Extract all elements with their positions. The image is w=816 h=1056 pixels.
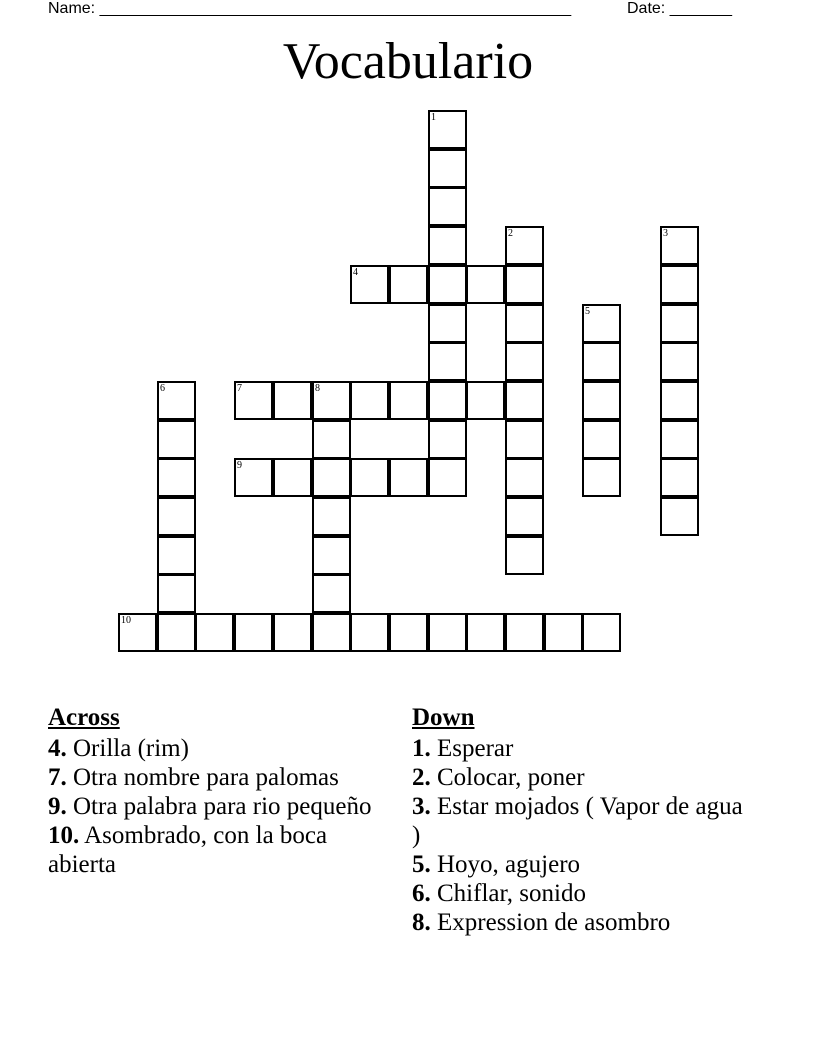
clue-text: Esperar (437, 735, 514, 762)
crossword-cell[interactable] (350, 381, 389, 420)
crossword-cell[interactable] (582, 342, 621, 381)
crossword-cell[interactable] (505, 420, 544, 459)
clue-text: Chiflar, sonido (437, 880, 586, 907)
clue-number: 9. (48, 793, 67, 820)
clue-number: 7. (48, 764, 67, 791)
crossword-cell[interactable] (389, 265, 428, 304)
crossword-cell[interactable] (660, 304, 699, 343)
clue-number: 4. (48, 735, 67, 762)
crossword-cell[interactable] (428, 226, 467, 265)
clue-text: Colocar, poner (437, 764, 585, 791)
clue-down-2 (412, 763, 752, 792)
crossword-cell[interactable] (273, 381, 312, 420)
crossword-cell[interactable] (157, 574, 196, 613)
crossword-cell[interactable] (428, 613, 467, 652)
clue-text: Estar mojados ( Vapor de agua ) (412, 793, 743, 849)
date-field-label: Date: _______ (627, 0, 732, 17)
crossword-cell[interactable] (660, 381, 699, 420)
crossword-cell[interactable] (273, 613, 312, 652)
crossword-cell[interactable] (660, 342, 699, 381)
crossword-cell[interactable] (312, 497, 351, 536)
clue-across-7 (48, 763, 388, 792)
clue-number: 1. (412, 735, 431, 762)
crossword-cell[interactable] (505, 342, 544, 381)
cell-number: 5 (585, 306, 590, 317)
crossword-cell[interactable] (234, 381, 273, 420)
crossword-cell[interactable] (428, 149, 467, 188)
crossword-cell[interactable] (505, 304, 544, 343)
crossword-cell[interactable] (312, 574, 351, 613)
clue-text: Orilla (rim) (73, 735, 189, 762)
crossword-cell[interactable] (389, 613, 428, 652)
crossword-cell[interactable] (428, 342, 467, 381)
clue-number: 10. (48, 822, 80, 849)
crossword-cell[interactable] (157, 458, 196, 497)
crossword-cell[interactable] (234, 613, 273, 652)
crossword-cell[interactable] (660, 226, 699, 265)
clue-down-6 (412, 879, 752, 908)
crossword-cell[interactable] (660, 458, 699, 497)
clue-text: Otra palabra para rio pequeño (73, 793, 372, 820)
clue-text: Expression de asombro (437, 909, 671, 936)
crossword-cell[interactable] (389, 458, 428, 497)
crossword-cell[interactable] (582, 381, 621, 420)
crossword-cell[interactable] (505, 497, 544, 536)
clue-down-1 (412, 734, 752, 763)
clue-down-3 (412, 792, 752, 850)
crossword-cell[interactable] (505, 458, 544, 497)
cell-number: 3 (663, 228, 668, 239)
crossword-cell[interactable] (350, 458, 389, 497)
crossword-cell[interactable] (582, 613, 621, 652)
crossword-cell[interactable] (660, 265, 699, 304)
crossword-cell[interactable] (157, 536, 196, 575)
clue-number: 6. (412, 880, 431, 907)
crossword-cell[interactable] (350, 613, 389, 652)
crossword-cell[interactable] (428, 381, 467, 420)
clue-number: 2. (412, 764, 431, 791)
crossword-cell[interactable] (389, 381, 428, 420)
crossword-cell[interactable] (505, 613, 544, 652)
clue-across-10 (48, 821, 388, 879)
cell-number: 9 (237, 460, 242, 471)
across-clues (48, 703, 388, 879)
down-clues (412, 703, 752, 937)
clue-number: 5. (412, 851, 431, 878)
crossword-cell[interactable] (312, 613, 351, 652)
crossword-cell[interactable] (505, 381, 544, 420)
cell-number: 10 (121, 615, 131, 626)
crossword-cell[interactable] (582, 420, 621, 459)
clue-text: Hoyo, agujero (437, 851, 581, 878)
clue-down-5 (412, 850, 752, 879)
clue-down-8 (412, 908, 752, 937)
crossword-cell[interactable] (428, 420, 467, 459)
crossword-cell[interactable] (273, 458, 312, 497)
crossword-cell[interactable] (312, 458, 351, 497)
crossword-cell[interactable] (157, 381, 196, 420)
crossword-cell[interactable] (157, 613, 196, 652)
crossword-cell[interactable] (312, 536, 351, 575)
crossword-cell[interactable] (428, 187, 467, 226)
cell-number: 7 (237, 383, 242, 394)
cell-number: 6 (160, 383, 165, 394)
cell-number: 8 (315, 383, 320, 394)
crossword-cell[interactable] (660, 497, 699, 536)
clue-across-9 (48, 792, 388, 821)
crossword-cell[interactable] (428, 110, 467, 149)
crossword-cell[interactable] (118, 613, 157, 652)
name-field-label: Name: _____________________________________________________ (48, 0, 572, 17)
cell-number: 1 (431, 112, 436, 123)
crossword-cell[interactable] (428, 304, 467, 343)
cell-number: 2 (508, 228, 513, 239)
crossword-cell[interactable] (582, 458, 621, 497)
crossword-cell[interactable] (312, 420, 351, 459)
crossword-cell[interactable] (312, 381, 351, 420)
clue-number: 8. (412, 909, 431, 936)
crossword-cell[interactable] (195, 613, 234, 652)
crossword-cell[interactable] (350, 265, 389, 304)
crossword-cell[interactable] (234, 458, 273, 497)
crossword-cell[interactable] (466, 381, 505, 420)
crossword-cell[interactable] (544, 613, 583, 652)
crossword-cell[interactable] (660, 420, 699, 459)
clue-text: Otra nombre para palomas (73, 764, 339, 791)
across-heading: Across (48, 704, 120, 731)
crossword-cell[interactable] (582, 304, 621, 343)
crossword-cell[interactable] (466, 613, 505, 652)
crossword-cell[interactable] (505, 536, 544, 575)
crossword-cell[interactable] (157, 497, 196, 536)
clue-text: Asombrado, con la boca abierta (48, 822, 328, 878)
clue-number: 3. (412, 793, 431, 820)
crossword-cell[interactable] (505, 226, 544, 265)
down-heading: Down (412, 704, 475, 731)
clue-across-4 (48, 734, 388, 763)
crossword-cell[interactable] (428, 458, 467, 497)
crossword-cell[interactable] (157, 420, 196, 459)
crossword-cell[interactable] (428, 265, 467, 304)
crossword-cell[interactable] (466, 265, 505, 304)
cell-number: 4 (353, 267, 358, 278)
crossword-cell[interactable] (505, 265, 544, 304)
page-title: Vocabulario (282, 33, 534, 90)
